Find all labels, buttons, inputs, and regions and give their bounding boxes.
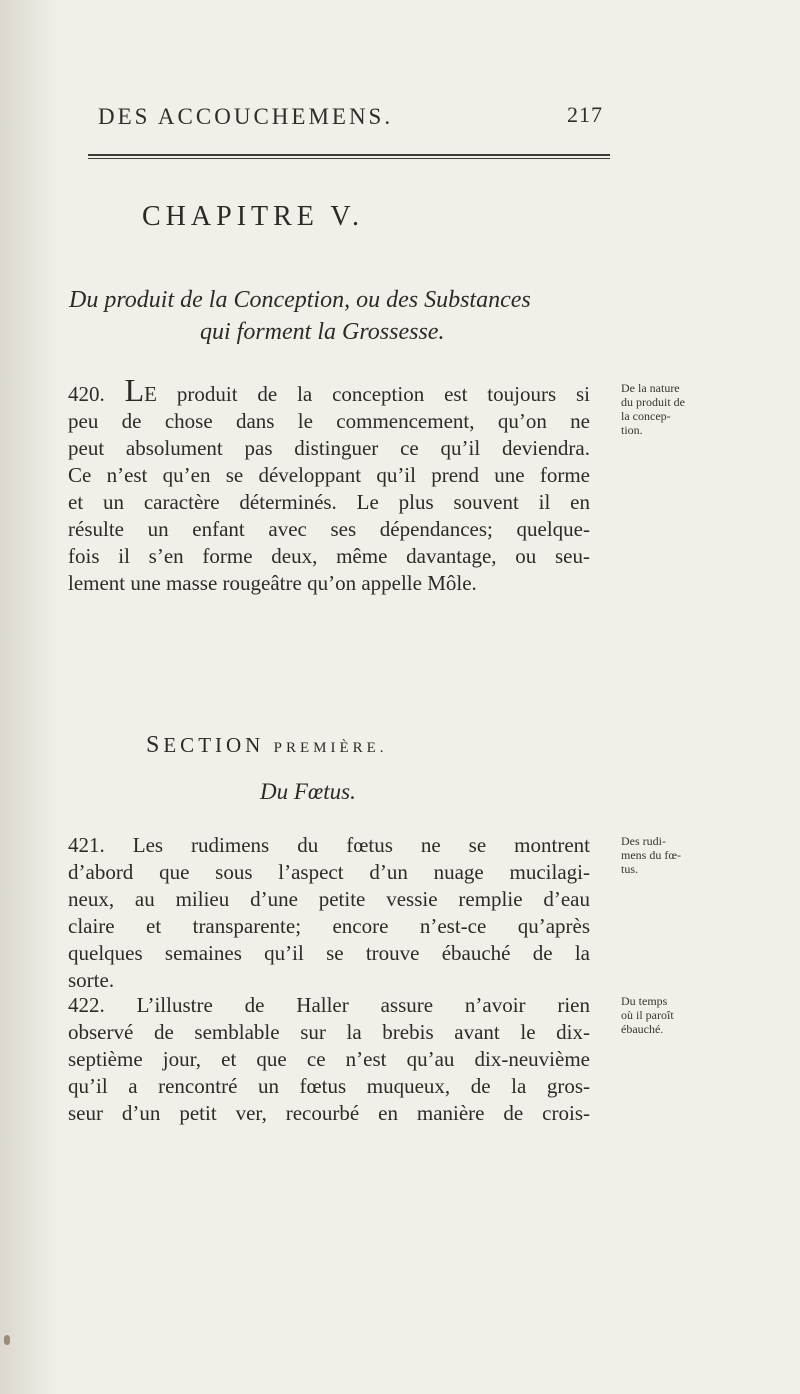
paragraph-line: et un caractère déterminés. Le plus souvent il en — [68, 490, 590, 514]
section-heading-word-2: PREMIÈRE. — [273, 740, 388, 756]
paragraph-line: qu’il a rencontré un fœtus muqueux, de la gros- — [68, 1074, 590, 1098]
drop-capital: L — [124, 372, 145, 408]
section-heading-word-1: ECTION — [163, 733, 265, 757]
chapter-subtitle-line-1: Du produit de la Conception, ou des Substances — [69, 287, 531, 313]
paragraph-line: quelques semaines qu’il se trouve ébauché de la — [68, 941, 590, 965]
paragraph-line — [68, 372, 590, 408]
section-heading-initial: S — [146, 732, 164, 758]
paragraph-line: neux, au milieu d’une petite vessie remplie d’eau — [68, 887, 590, 911]
margin-note-line: Du temps — [621, 994, 668, 1008]
paragraph-420 — [68, 372, 590, 597]
margin-note-line: mens du fœ- — [621, 848, 681, 862]
margin-note-line: tion. — [621, 423, 643, 437]
margin-note-line: ébauché. — [621, 1022, 664, 1036]
section-subheading: Du Fœtus. — [260, 779, 356, 804]
paragraph-line: 422. L’illustre de Haller assure n’avoir rien — [68, 993, 590, 1017]
paragraph-422 — [68, 992, 590, 1127]
paragraph-line: résulte un enfant avec ses dépendances; quelque- — [68, 517, 590, 541]
margin-note-line: De la nature — [621, 381, 680, 395]
running-head: DES ACCOUCHEMENS. — [98, 104, 394, 129]
paragraph-line: Ce n’est qu’en se développant qu’il prend une forme — [68, 463, 590, 487]
paragraph-line: seur d’un petit ver, recourbé en manière de crois- — [68, 1101, 590, 1125]
ink-smudge — [4, 1335, 10, 1345]
margin-note-line: du produit de — [621, 395, 685, 409]
paragraph-line: claire et transparente; encore n’est-ce qu’après — [68, 914, 590, 938]
paragraph-number: 420. — [68, 382, 105, 406]
line-text: E produit de la conception est toujours si — [144, 382, 590, 406]
paragraph-line: observé de semblable sur la brebis avant le dix- — [68, 1020, 590, 1044]
paragraph-line: septième jour, et que ce n’est qu’au dix-neuvième — [68, 1047, 590, 1071]
paragraph-line: d’abord que sous l’aspect d’un nuage mucilagi- — [68, 860, 590, 884]
paragraph-line: lement une masse rougeâtre qu’on appelle Môle. — [68, 571, 477, 595]
margin-note-line: où il paroît — [621, 1008, 674, 1022]
page-number: 217 — [567, 102, 603, 127]
chapter-subtitle-line-2: qui forment la Grossesse. — [200, 319, 445, 345]
margin-note-line: tus. — [621, 862, 639, 876]
margin-note-421 — [621, 834, 799, 876]
paragraph-line: 421. Les rudimens du fœtus ne se montrent — [68, 833, 590, 857]
header-rule — [88, 154, 610, 159]
paragraph-line: fois il s’en forme deux, même davantage, ou seu- — [68, 544, 590, 568]
page-fold-shadow — [0, 0, 58, 1394]
margin-note-420 — [621, 381, 799, 437]
margin-note-422 — [621, 994, 799, 1036]
paragraph-line: peut absolument pas distinguer ce qu’il deviendra. — [68, 436, 590, 460]
margin-note-line: la concep- — [621, 409, 671, 423]
section-heading — [146, 732, 388, 759]
paragraph-line: sorte. — [68, 968, 115, 992]
margin-note-line: Des rudi- — [621, 834, 666, 848]
paragraph-line: peu de chose dans le commencement, qu’on ne — [68, 409, 590, 433]
paragraph-421 — [68, 832, 590, 994]
chapter-title: CHAPITRE V. — [142, 201, 365, 232]
